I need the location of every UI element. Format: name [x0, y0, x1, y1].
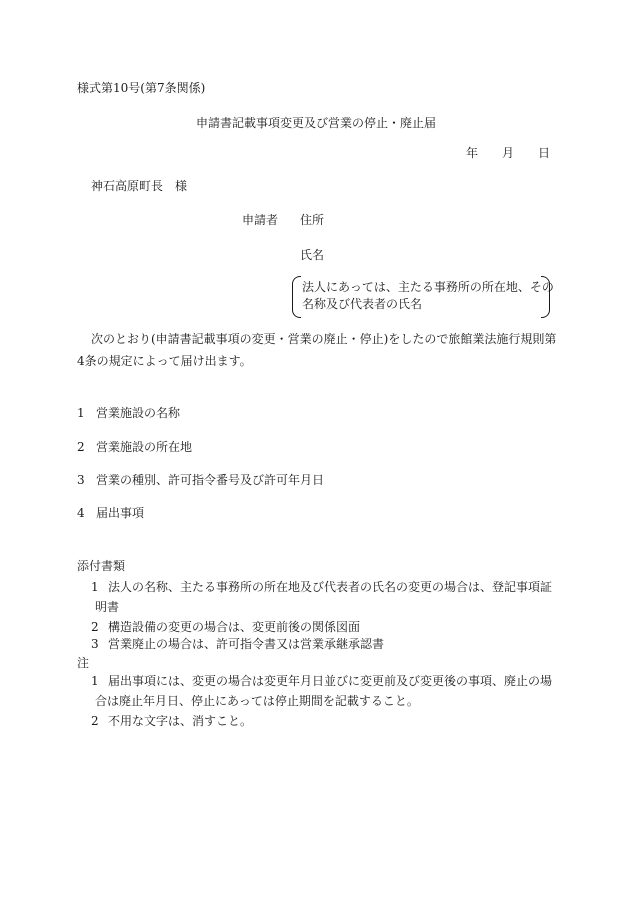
list-item: 2 構造設備の変更の場合は、変更前後の関係図面	[91, 620, 361, 634]
addressee: 神石高原町長 様	[91, 179, 188, 193]
body-text-line2: 4条の規定によって届け出ます。	[77, 354, 252, 368]
list-item: 1 法人の名称、主たる事務所の所在地及び代表者の氏名の変更の場合は、登記事項証	[91, 580, 553, 594]
date-day: 日	[538, 146, 551, 160]
address-label: 住所	[300, 213, 325, 227]
list-item: 3 営業廃止の場合は、許可指令書又は営業承継承認書	[91, 637, 385, 651]
corporate-note	[292, 276, 554, 316]
list-item-continuation: 明書	[95, 600, 120, 614]
list-item-continuation: 合は廃止年月日、停止にあっては停止期間を記載すること。	[95, 694, 419, 708]
applicant-label: 申請者	[242, 213, 279, 227]
list-item: 1 営業施設の名称	[77, 406, 181, 420]
list-item: 2 不用な文字は、消すこと。	[91, 714, 253, 728]
left-bracket	[292, 276, 301, 318]
corporate-note-line2: 名称及び代表者の氏名	[302, 297, 423, 311]
notes-heading: 注	[77, 656, 90, 670]
form-number: 様式第10号(第7条関係)	[77, 81, 206, 95]
list-item: 3 営業の種別、許可指令番号及び許可年月日	[77, 473, 325, 487]
date-month: 月	[502, 146, 515, 160]
list-item: 2 営業施設の所在地	[77, 440, 193, 454]
corporate-note-line1: 法人にあっては、主たる事務所の所在地、その	[302, 280, 554, 294]
body-text-line1: 次のとおり(申請書記載事項の変更・営業の廃止・停止)をしたので旅館業法施行規則第	[91, 332, 557, 346]
list-item: 4 届出事項	[77, 506, 145, 520]
document-title: 申請書記載事項変更及び営業の停止・廃止届	[196, 116, 437, 130]
name-label: 氏名	[300, 248, 325, 262]
list-item: 1 届出事項には、変更の場合は変更年月日並びに変更前及び変更後の事項、廃止の場	[91, 674, 553, 688]
attachments-heading: 添付書類	[77, 559, 126, 573]
date-year: 年	[466, 146, 479, 160]
